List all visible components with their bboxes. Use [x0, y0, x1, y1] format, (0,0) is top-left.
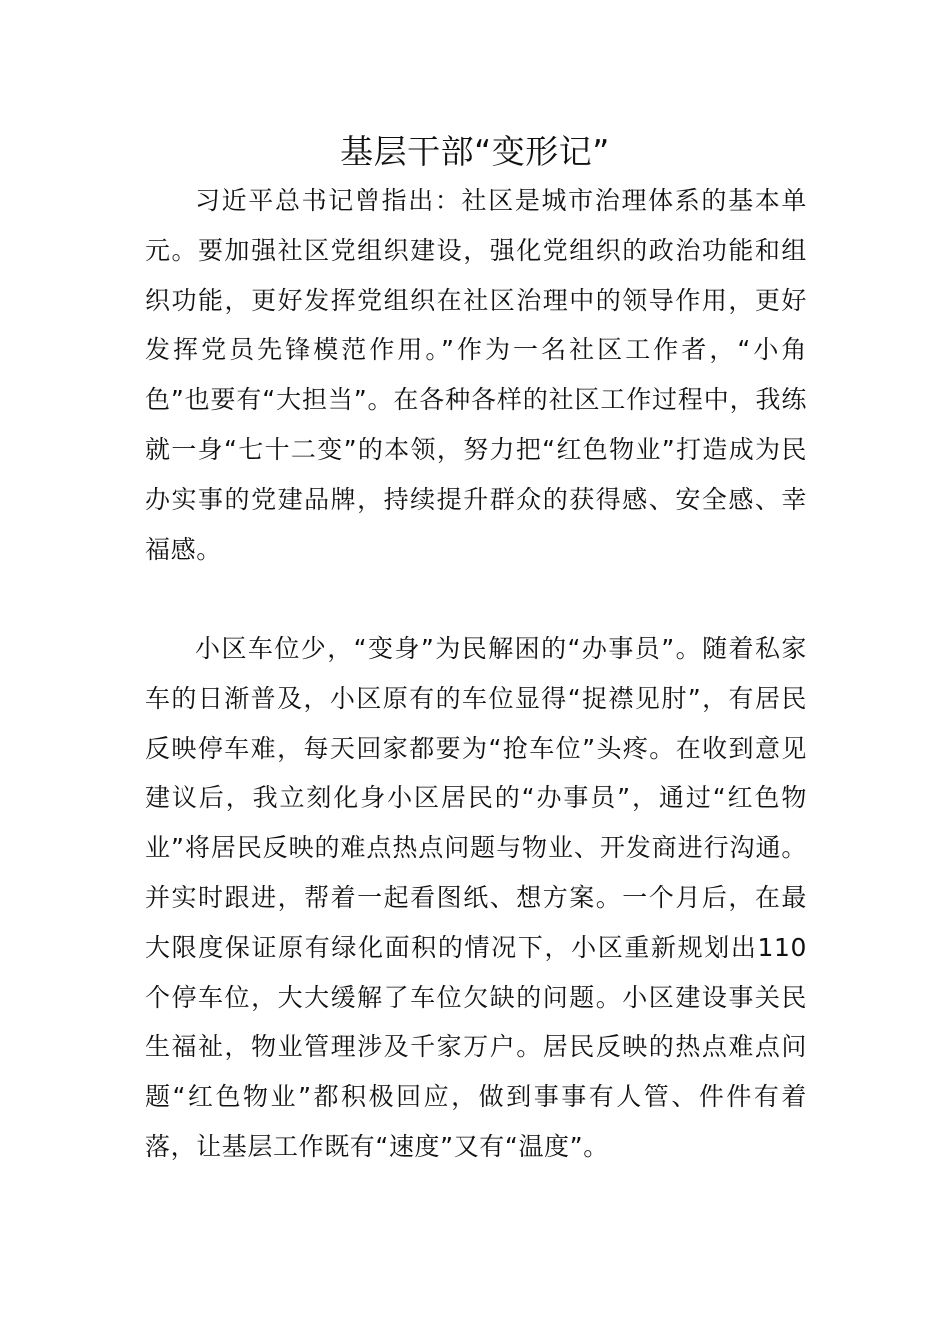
paragraph-parking: 小区车位少，“变身”为民解困的“办事员”。随着私家车的日渐普及，小区原有的车位显得“捉襟见肘”，有居民反映停车难，每天回家都要为“抢车位”头疼。在收到意见建议后，我立刻化身小区居民的“办事员”，通过“红色物业”将居民反映的难点热点问题与物业、开发商进行沟通。并实时跟进，帮着一起看图纸、想方案。一个月后，在最大限度保证原有绿化面积的情况下，小区重新规划出110个停车位，大大缓解了车位欠缺的问题。小区建设事关民生福祉，物业管理涉及千家万户。居民反映的热点难点问题“红色物业”都积极回应，做到事事有人管、件件有着落，让基层工作既有“速度”又有“温度”。 [145, 634, 807, 1161]
document-title: 基层干部“变形记” [340, 132, 610, 171]
paragraph-intro: 习近平总书记曾指出：社区是城市治理体系的基本单元。要加强社区党组织建设，强化党组织的政治功能和组织功能，更好发挥党组织在社区治理中的领导作用，更好发挥党员先锋模范作用。”作为一名社区工作者，“小角色”也要有“大担当”。在各种各样的社区工作过程中，我练就一身“七十二变”的本领，努力把“红色物业”打造成为民办实事的党建品牌，持续提升群众的获得感、安全感、幸福感。 [145, 186, 807, 564]
